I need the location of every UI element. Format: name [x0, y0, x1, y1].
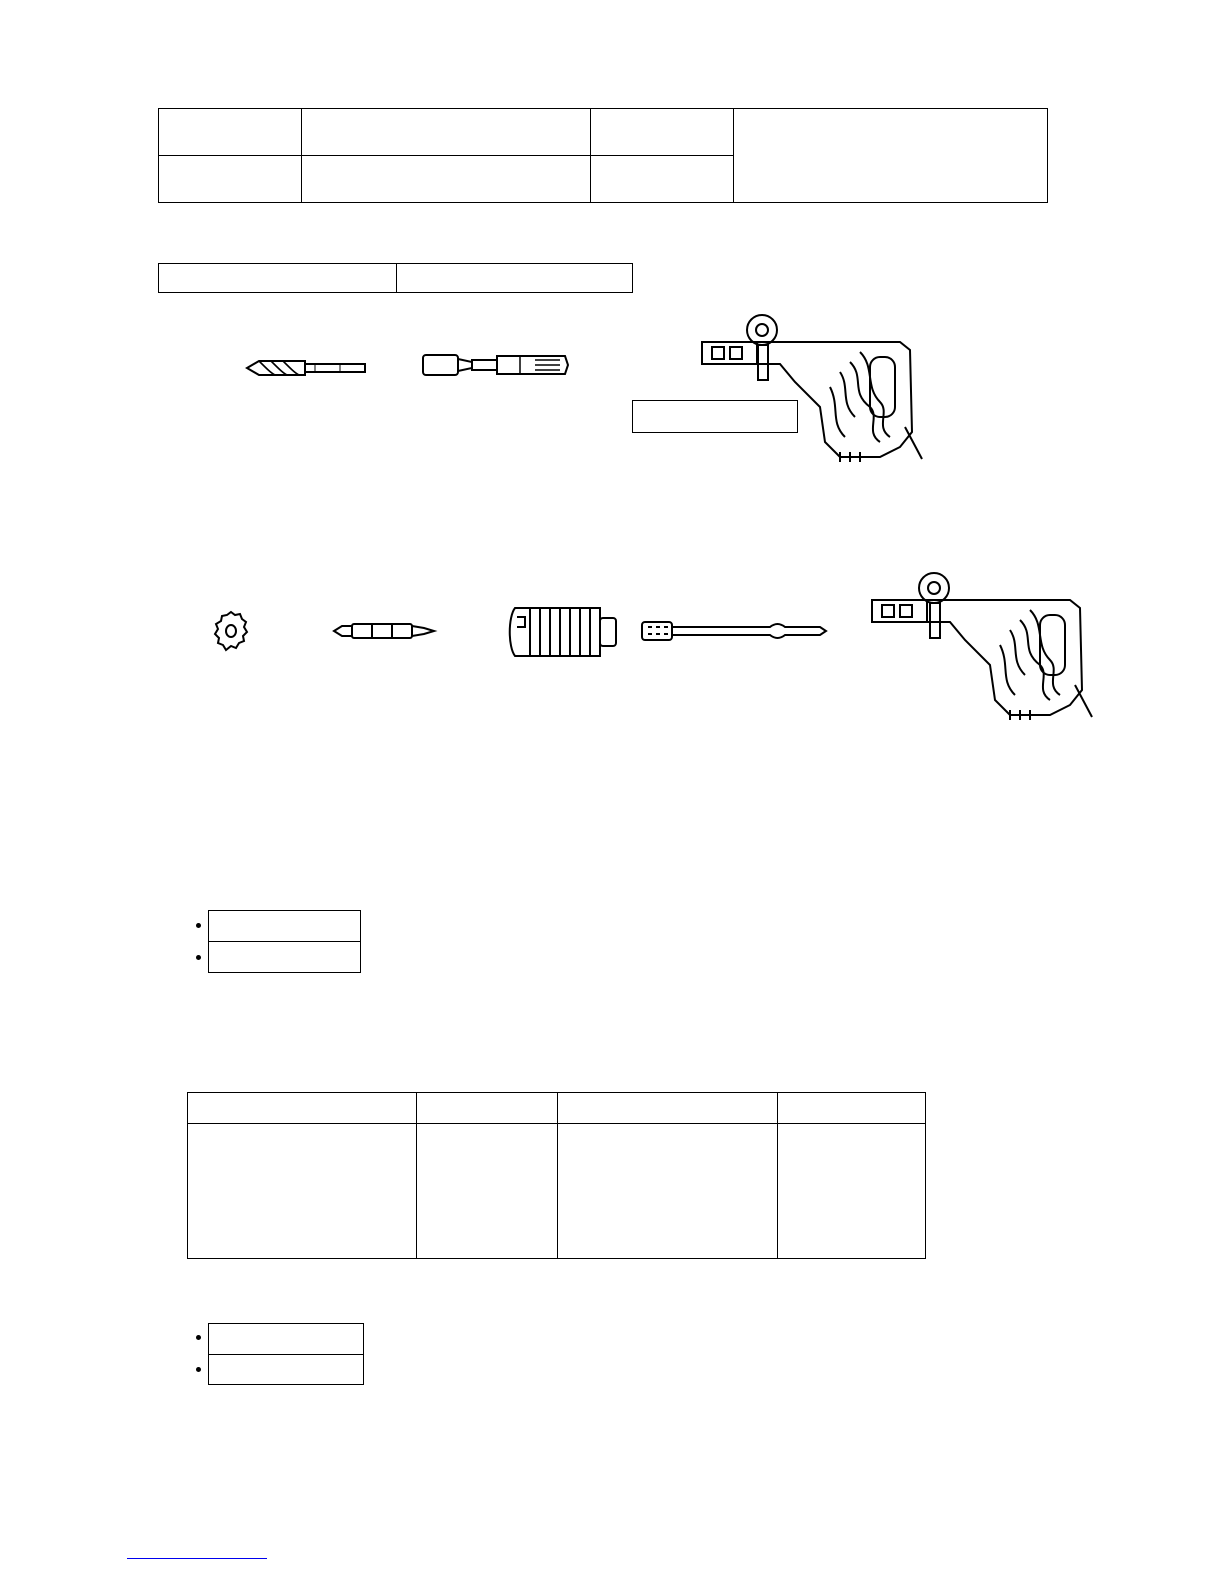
drill-bit-illustration [245, 355, 370, 381]
hammer-drill-illustration-2 [870, 570, 1100, 720]
hammer-drill-illustration [700, 312, 930, 462]
core-bit-illustration [505, 602, 620, 662]
center-pin-illustration [332, 620, 437, 642]
table-cell [778, 1124, 926, 1259]
table-header [778, 1093, 926, 1124]
label-cell [159, 264, 397, 293]
table-cell [417, 1124, 558, 1259]
spec-cell [159, 109, 302, 156]
list-item [208, 1354, 364, 1385]
list-item [208, 1323, 364, 1355]
drill-label-box [632, 400, 798, 433]
list-bullet [196, 955, 201, 960]
table-header [417, 1093, 558, 1124]
table-header [558, 1093, 778, 1124]
footer-link[interactable] [127, 1558, 267, 1559]
spec-cell [734, 109, 1048, 203]
spec-cell [591, 156, 734, 203]
label-table [158, 263, 633, 293]
label-cell [397, 264, 633, 293]
list-bullet [196, 1367, 201, 1372]
spec-cell [302, 156, 591, 203]
spec-cell [591, 109, 734, 156]
table-header [188, 1093, 417, 1124]
spec-cell [302, 109, 591, 156]
spec-cell [159, 156, 302, 203]
list-bullet [196, 1335, 201, 1340]
spec-table [158, 108, 1048, 203]
washer-illustration [213, 610, 249, 652]
shank-adapter-illustration [420, 350, 570, 380]
list-item [208, 910, 361, 942]
core-bit-shank-illustration [640, 615, 830, 647]
table-cell [188, 1124, 417, 1259]
list-item [208, 941, 361, 973]
data-table [187, 1092, 926, 1259]
table-cell [558, 1124, 778, 1259]
list-bullet [196, 923, 201, 928]
